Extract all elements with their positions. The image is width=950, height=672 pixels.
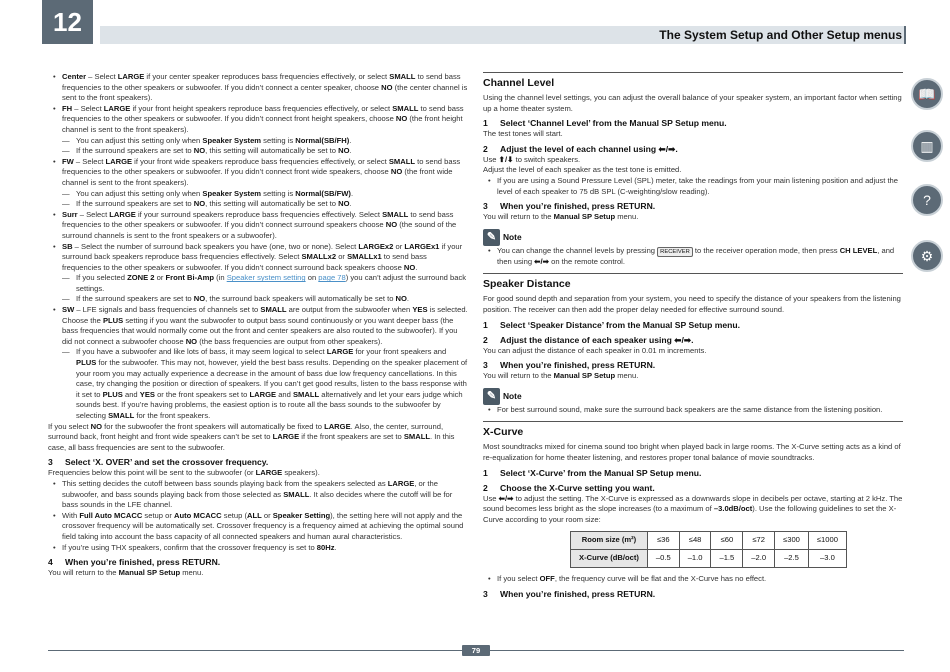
sw-note-1: — If you have a subwoofer and like lots of bass, it may seem logical to select LARGE for your front speakers and PLUS for the subwoofer. This may not, however, yield the best bass results. Depending on the speaker placement of your room you may actually experience a decrease in the amount of bass due low frequency cancellations. In this case, try changing the position or direction of speakers. If you can’t get good results, listen to the bass response with it set to PLUS and YES or the front speakers set to LARGE and SMALL alternatively and let your ears judge which sounds best. If you’re having problems, the easiest option is to route all the bass sounds to the subwoofer by selecting SMALL for the front speakers.: [48, 347, 468, 421]
table-cell: ≤300: [775, 532, 809, 550]
table-header-cell: X-Curve (dB/oct): [571, 550, 648, 568]
table-cell: ≤36: [647, 532, 679, 550]
right-column: [483, 72, 903, 600]
step-3-text: Frequencies below this point will be sent to the subwoofer (or LARGE speakers).: [48, 468, 320, 478]
table-cell: –1.5: [711, 550, 743, 568]
sb-note-2: — If the surround speakers are set to NO, the surround back speakers will automatically be set to NO.: [48, 294, 468, 305]
cl-step-2-bullet: • If you are using a Sound Pressure Level (SPL) meter, take the readings from your main listening position and adjust the level of each speaker to 75 dB SPL (C-weighting/slow reading).: [483, 176, 903, 197]
note-icon: ✎: [483, 388, 500, 405]
table-cell: –3.0: [808, 550, 846, 568]
step-3-bullet-2: • With Full Auto MCACC setup or Auto MCACC setup (ALL or Speaker Setting), the setting here will not apply and the crossover frequency will be automatically set. Crossover frequency is a frequency aimed at achieving the optimal sound field taking into account the bass capacity of all connected speakers and human aural characteristics.: [48, 511, 468, 543]
fw-item: • FW – Select LARGE if your front wide speakers reproduce bass frequencies effectively, or select SMALL to send bass frequencies to the other speakers or subwoofer. If you didn’t connect front wide speakers, choose NO (the front wide channel is sent to the front speakers).: [48, 157, 468, 189]
sw-item: • SW – LFE signals and bass frequencies of channels set to SMALL are output from the subwoofer when YES is selected. Choose the PLUS setting if you want the subwoofer to output bass sound continuously or you want deeper bass (the bass frequencies that would normally come out the front and center speakers are also routed to the subwoofer). If you did not connect a subwoofer choose NO (the bass frequencies are output from other speakers).: [48, 305, 468, 347]
cl-step-2-text-2: Adjust the level of each speaker as the test tone is emitted.: [483, 165, 682, 175]
cross-ref-link[interactable]: Speaker system setting: [226, 273, 306, 283]
table-row: [571, 532, 847, 550]
xc-step-3: 3 When you’re finished, press RETURN.: [483, 588, 656, 599]
cl-step-2: 2 Adjust the level of each channel using ⬅/➡.: [483, 143, 678, 154]
x-curve-title: X-Curve: [483, 421, 903, 439]
xc-step-2: 2 Choose the X-Curve setting you want.: [483, 482, 655, 493]
step-3-bullet-1: • This setting decides the cutoff between bass sounds playing back from the speakers selected as LARGE, or the subwoofer, and bass sounds playing back from those selected as SMALL. It also decides where the cutoff will be for bass sounds in the LFE channel.: [48, 479, 468, 511]
help-icon[interactable]: ?: [911, 184, 943, 216]
remote-icon[interactable]: ▥: [911, 130, 943, 162]
table-cell: –0.5: [647, 550, 679, 568]
speaker-distance-title: Speaker Distance: [483, 273, 903, 291]
table-header-cell: Room size (m²): [571, 532, 648, 550]
header-rule: [904, 26, 906, 44]
channel-level-intro: Using the channel level settings, you can adjust the overall balance of your speaker system, an important factor when setting up a home theater system.: [483, 93, 902, 113]
page-title: The System Setup and Other Setup menus: [659, 28, 902, 42]
xc-step-1: 1 Select ‘X-Curve’ from the Manual SP Setup menu.: [483, 467, 702, 478]
center-item: • Center – Select LARGE if your center speaker reproduces bass frequencies effectively, or select SMALL to send bass frequencies to the other speakers or subwoofer. If you didn’t connect a center speaker, choose NO (the center channel is sent to the front speakers).: [48, 72, 468, 104]
sb-note-1: — If you selected ZONE 2 or Front Bi-Amp (in Speaker system setting on page 78) you can’t adjust the surround back settings.: [48, 273, 468, 294]
sd-note-title: ✎ Note: [483, 388, 903, 405]
cl-note-title: ✎ Note: [483, 229, 903, 246]
cl-step-3-text: You will return to the Manual SP Setup menu.: [483, 212, 639, 222]
sd-step-3: 3 When you’re finished, press RETURN.: [483, 360, 656, 371]
cl-step-3: 3 When you’re finished, press RETURN.: [483, 201, 656, 212]
x-curve-intro: Most soundtracks mixed for cinema sound too bright when played back in large rooms. The X-Curve setting acts as a kind of re-equalization for home theater listening, and restores proper tonal balance of movie soundtracks.: [483, 442, 901, 462]
page-number: 79: [462, 645, 490, 656]
surr-item: • Surr – Select LARGE if your surround speakers reproduce bass frequencies effectively. Select SMALL to send bass frequencies to the other speakers or subwoofer. If you didn’t connect surround speakers choose NO (the sound of the surround channels is sent to the front speakers or a subwoofer).: [48, 210, 468, 242]
table-cell: –2.0: [743, 550, 775, 568]
receiver-key: RECEIVER: [657, 247, 693, 257]
x-curve-table: [570, 531, 847, 568]
settings-icon[interactable]: ⚙: [911, 240, 943, 272]
sd-step-2-text: You can adjust the distance of each speaker in 0.01 m increments.: [483, 345, 707, 355]
fh-note-1: — You can adjust this setting only when Speaker System setting is Normal(SB/FH).: [48, 136, 468, 147]
step-3-bullet-3: • If you’re using THX speakers, confirm that the crossover frequency is set to 80Hz.: [48, 543, 468, 554]
fw-note-1: — You can adjust this setting only when Speaker System setting is Normal(SB/FW).: [48, 189, 468, 200]
book-icon[interactable]: 📖: [911, 78, 943, 110]
sb-item: • SB – Select the number of surround back speakers you have (one, two or none). Select LARGEx2 or LARGEx1 if your surround back speakers reproduce bass frequencies effectively. Select SMALLx2 or SMALLx1 to send bass frequencies to the other speakers or subwoofer. If you didn’t connect surround back speakers choose NO.: [48, 242, 468, 274]
chapter-number: 12: [42, 0, 93, 44]
fh-note-2: — If the surround speakers are set to NO, this setting will automatically be set to NO.: [48, 146, 468, 157]
table-cell: ≤60: [711, 532, 743, 550]
sd-step-1: 1 Select ‘Speaker Distance’ from the Manual SP Setup menu.: [483, 319, 741, 330]
table-cell: ≤1000: [808, 532, 846, 550]
xc-bullet: • If you select OFF, the frequency curve will be flat and the X-Curve has no effect.: [483, 574, 903, 585]
step-3-heading: 3 Select ‘X. OVER’ and set the crossover frequency.: [48, 457, 269, 468]
sd-step-2: 2 Adjust the distance of each speaker using ⬅/➡.: [483, 334, 694, 345]
table-cell: –1.0: [679, 550, 711, 568]
cross-ref-link[interactable]: page 78: [318, 273, 346, 283]
xc-step-2-text: Use ⬅/➡ to adjust the setting. The X-Curve is expressed as a downwards slope in decibels per octave, starting at 2 kHz. The sound becomes less bright as the slope increases (to a maximum of –3.0dB/oct). Use the following guidelines to set the X-Curve according to your room size:: [483, 493, 903, 524]
cl-note-text: • You can change the channel levels by pressing RECEIVER to the receiver operation mode, then press CH LEVEL, and then using ⬅/➡ on the remote control.: [483, 246, 903, 268]
step-4-heading: 4 When you’re finished, press RETURN.: [48, 557, 221, 568]
fw-note-2: — If the surround speakers are set to NO, this setting will automatically be set to NO.: [48, 199, 468, 210]
cl-step-2-text-1: Use ⬆/⬇ to switch speakers.: [483, 154, 581, 164]
speaker-distance-intro: For good sound depth and separation from your system, you need to specify the distance of your speakers from the listening position. The receiver can then add the proper delay needed for effective surround sound.: [483, 294, 901, 314]
cl-step-1: 1 Select ‘Channel Level’ from the Manual SP Setup menu.: [483, 118, 727, 129]
subwoofer-paragraph: If you select NO for the subwoofer the front speakers will automatically be fixed to LARGE. Also, the center, surround, surround back, front height and front wide speakers can’t be set to LARGE if the front speakers are set to SMALL. In this case, all bass frequencies are sent to the subwoofer.: [48, 421, 455, 452]
table-cell: –2.5: [775, 550, 809, 568]
table-cell: ≤48: [679, 532, 711, 550]
cl-step-1-text: The test tones will start.: [483, 129, 563, 139]
sd-note-text: • For best surround sound, make sure the surround back speakers are the same distance from the listening position.: [483, 405, 903, 416]
left-column: [48, 72, 468, 579]
note-icon: ✎: [483, 229, 500, 246]
table-row: [571, 550, 847, 568]
table-cell: ≤72: [743, 532, 775, 550]
channel-level-title: Channel Level: [483, 72, 903, 90]
step-4-text: You will return to the Manual SP Setup menu.: [48, 568, 204, 578]
sd-step-3-text: You will return to the Manual SP Setup menu.: [483, 371, 639, 381]
fh-item: • FH – Select LARGE if your front height speakers reproduce bass frequencies effectively, or select SMALL to send bass frequencies to the other speakers or subwoofer. If you didn’t connect front height speakers, choose NO (the front height channel is sent to the front speakers).: [48, 104, 468, 136]
